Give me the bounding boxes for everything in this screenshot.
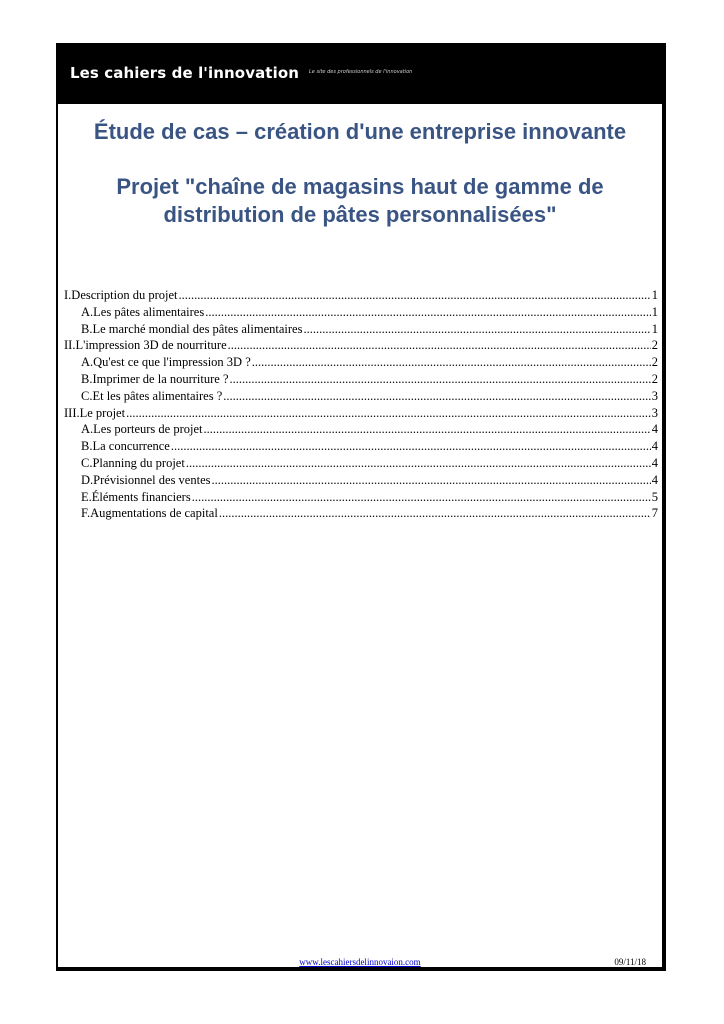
toc-dot-leader <box>230 371 651 388</box>
toc-entry-page-number: 1 <box>651 321 658 336</box>
toc-entry-label: C.Et les pâtes alimentaires ? <box>81 388 223 403</box>
toc-entry-page-number: 2 <box>651 355 658 370</box>
toc-entry[interactable] <box>64 438 658 455</box>
toc-entry-page-number: 1 <box>651 288 658 302</box>
toc-entry[interactable] <box>64 337 658 354</box>
document-title: Étude de cas – création d'une entreprise innovante <box>93 119 627 144</box>
toc-entry-page-number: 4 <box>651 472 658 487</box>
toc-entry[interactable] <box>64 354 658 371</box>
toc-dot-leader <box>228 337 651 354</box>
site-tagline: Le site des professionnels de l'innovation <box>309 68 413 75</box>
toc-dot-leader <box>223 388 650 405</box>
toc-entry-label: II.L'impression 3D de nourriture <box>64 338 227 353</box>
document-subtitle: Projet "chaîne de magasins haut de gamme de distribution de pâtes personnalisées" <box>116 174 604 227</box>
toc-dot-leader <box>252 354 651 371</box>
footer-date: 09/11/18 <box>614 957 646 967</box>
toc-dot-leader <box>179 287 651 304</box>
toc-entry[interactable] <box>64 455 658 472</box>
toc-dot-leader <box>205 304 651 321</box>
header-banner <box>58 45 662 104</box>
toc-entry[interactable] <box>64 321 658 338</box>
table-of-contents <box>64 287 658 522</box>
toc-dot-leader <box>303 321 650 338</box>
toc-entry-page-number: 5 <box>651 489 658 504</box>
toc-dot-leader <box>186 455 651 472</box>
toc-entry-label: E.Éléments financiers <box>81 489 191 504</box>
toc-dot-leader <box>204 421 651 438</box>
toc-entry[interactable] <box>64 505 658 522</box>
footer-website-link[interactable]: www.lescahiersdelinnovaion.com <box>299 957 421 967</box>
toc-entry[interactable] <box>64 405 658 422</box>
toc-entry-page-number: 3 <box>651 388 658 403</box>
toc-entry-label: F.Augmentations de capital <box>81 506 218 521</box>
toc-entry-label: D.Prévisionnel des ventes <box>81 472 211 487</box>
toc-entry-label: B.La concurrence <box>81 439 170 454</box>
toc-entry-page-number: 4 <box>651 439 658 454</box>
toc-dot-leader <box>212 472 651 489</box>
toc-entry-label: B.Le marché mondial des pâtes alimentaires <box>81 321 303 336</box>
toc-entry-label: A.Les pâtes alimentaires <box>81 304 205 319</box>
toc-entry[interactable] <box>64 388 658 405</box>
toc-entry-label: III.Le projet <box>64 405 126 420</box>
toc-entry[interactable] <box>64 287 658 304</box>
toc-entry[interactable] <box>64 371 658 388</box>
toc-dot-leader <box>192 489 651 506</box>
toc-entry-label: A.Qu'est ce que l'impression 3D ? <box>81 355 251 370</box>
toc-entry[interactable] <box>64 304 658 321</box>
toc-entry-page-number: 3 <box>651 405 658 420</box>
toc-entry-page-number: 4 <box>651 455 658 470</box>
toc-entry[interactable] <box>64 472 658 489</box>
toc-dot-leader <box>126 405 651 422</box>
toc-entry[interactable] <box>64 489 658 506</box>
toc-entry-label: C.Planning du projet <box>81 455 185 470</box>
site-logo[interactable]: Les cahiers de l'innovation <box>70 63 300 82</box>
toc-entry-page-number: 7 <box>651 506 658 521</box>
toc-entry-label: B.Imprimer de la nourriture ? <box>81 371 229 386</box>
toc-entry-label: I.Description du projet <box>64 288 178 302</box>
toc-entry-page-number: 2 <box>651 338 658 353</box>
document-page <box>56 43 666 971</box>
toc-dot-leader <box>219 505 651 522</box>
toc-entry-page-number: 1 <box>651 304 658 319</box>
toc-dot-leader <box>171 438 651 455</box>
toc-entry[interactable] <box>64 421 658 438</box>
toc-entry-label: A.Les porteurs de projet <box>81 422 203 437</box>
toc-entry-page-number: 4 <box>651 422 658 437</box>
toc-entry-page-number: 2 <box>651 371 658 386</box>
